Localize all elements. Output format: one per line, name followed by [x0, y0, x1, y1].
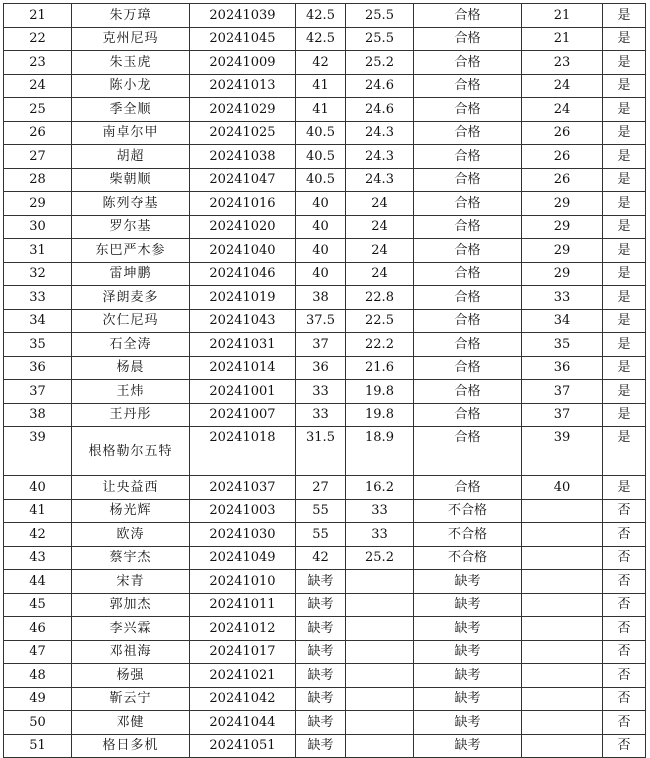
qualified-cell: 是	[603, 309, 646, 333]
score-cell: 42	[296, 546, 346, 570]
score-cell: 41	[296, 74, 346, 98]
name-cell: 石全涛	[72, 333, 190, 357]
score-cell: 40	[296, 215, 346, 239]
score-cell: 缺考	[296, 570, 346, 594]
name-cell: 宋青	[72, 570, 190, 594]
name-cell: 次仁尼玛	[72, 309, 190, 333]
table-row	[4, 309, 646, 333]
weighted-score-cell: 24	[346, 239, 414, 263]
score-cell: 55	[296, 499, 346, 523]
exam-id-cell: 20241013	[190, 74, 296, 98]
score-cell: 40.5	[296, 168, 346, 192]
row-number-cell: 41	[4, 499, 72, 523]
row-number-cell: 38	[4, 403, 72, 427]
weighted-score-cell: 33	[346, 499, 414, 523]
exam-id-cell: 20241047	[190, 168, 296, 192]
score-cell: 36	[296, 356, 346, 380]
row-number-cell: 45	[4, 593, 72, 617]
rank-cell: 37	[522, 380, 603, 404]
rank-cell: 26	[522, 145, 603, 169]
name-cell: 罗尔基	[72, 215, 190, 239]
result-cell: 合格	[414, 215, 522, 239]
table-row	[4, 286, 646, 310]
row-number-cell: 49	[4, 687, 72, 711]
name-cell: 胡超	[72, 145, 190, 169]
exam-id-cell: 20241010	[190, 570, 296, 594]
weighted-score-cell: 24.6	[346, 74, 414, 98]
qualified-cell: 否	[603, 640, 646, 664]
table-row	[4, 333, 646, 357]
qualified-cell: 是	[603, 476, 646, 500]
weighted-score-cell: 25.2	[346, 546, 414, 570]
qualified-cell: 否	[603, 664, 646, 688]
score-cell: 40.5	[296, 145, 346, 169]
rank-cell: 36	[522, 356, 603, 380]
table-row	[4, 711, 646, 735]
rank-cell	[522, 570, 603, 594]
exam-id-cell: 20241025	[190, 121, 296, 145]
row-number-cell: 33	[4, 286, 72, 310]
rank-cell: 29	[522, 192, 603, 216]
name-cell: 根格勒尔五特	[72, 427, 190, 476]
result-cell: 合格	[414, 286, 522, 310]
qualified-cell: 是	[603, 286, 646, 310]
weighted-score-cell: 24.3	[346, 121, 414, 145]
exam-id-cell: 20241018	[190, 427, 296, 476]
rank-cell	[522, 687, 603, 711]
result-cell: 不合格	[414, 546, 522, 570]
rank-cell	[522, 734, 603, 758]
rank-cell: 23	[522, 51, 603, 75]
row-number-cell: 25	[4, 98, 72, 122]
qualified-cell: 否	[603, 711, 646, 735]
table-row	[4, 380, 646, 404]
qualified-cell: 是	[603, 74, 646, 98]
exam-id-cell: 20241037	[190, 476, 296, 500]
result-cell: 合格	[414, 239, 522, 263]
rank-cell: 29	[522, 262, 603, 286]
table-row	[4, 476, 646, 500]
result-cell: 缺考	[414, 593, 522, 617]
qualified-cell: 否	[603, 499, 646, 523]
name-cell: 泽朗麦多	[72, 286, 190, 310]
table-row	[4, 192, 646, 216]
weighted-score-cell	[346, 617, 414, 641]
row-number-cell: 43	[4, 546, 72, 570]
weighted-score-cell: 19.8	[346, 403, 414, 427]
name-cell: 邓祖海	[72, 640, 190, 664]
row-number-cell: 29	[4, 192, 72, 216]
row-number-cell: 36	[4, 356, 72, 380]
row-number-cell: 46	[4, 617, 72, 641]
qualified-cell: 是	[603, 427, 646, 476]
row-number-cell: 27	[4, 145, 72, 169]
name-cell: 让央益西	[72, 476, 190, 500]
qualified-cell: 否	[603, 570, 646, 594]
exam-id-cell: 20241001	[190, 380, 296, 404]
score-cell: 40	[296, 262, 346, 286]
weighted-score-cell: 25.2	[346, 51, 414, 75]
rank-cell	[522, 499, 603, 523]
row-number-cell: 23	[4, 51, 72, 75]
row-number-cell: 44	[4, 570, 72, 594]
score-cell: 33	[296, 380, 346, 404]
weighted-score-cell: 24	[346, 215, 414, 239]
rank-cell: 24	[522, 74, 603, 98]
name-cell: 东巴严木参	[72, 239, 190, 263]
result-cell: 合格	[414, 51, 522, 75]
rank-cell: 35	[522, 333, 603, 357]
exam-id-cell: 20241003	[190, 499, 296, 523]
row-number-cell: 37	[4, 380, 72, 404]
result-cell: 合格	[414, 333, 522, 357]
table-row	[4, 546, 646, 570]
weighted-score-cell: 22.5	[346, 309, 414, 333]
result-cell: 合格	[414, 403, 522, 427]
name-cell: 克州尼玛	[72, 27, 190, 51]
weighted-score-cell: 22.2	[346, 333, 414, 357]
score-cell: 缺考	[296, 640, 346, 664]
row-number-cell: 31	[4, 239, 72, 263]
score-cell: 37	[296, 333, 346, 357]
qualified-cell: 是	[603, 27, 646, 51]
table-row	[4, 593, 646, 617]
rank-cell: 39	[522, 427, 603, 476]
rank-cell: 24	[522, 98, 603, 122]
table-row	[4, 734, 646, 758]
table-row	[4, 356, 646, 380]
score-cell: 42.5	[296, 4, 346, 28]
rank-cell	[522, 523, 603, 547]
exam-id-cell: 20241049	[190, 546, 296, 570]
table-row	[4, 640, 646, 664]
result-cell: 缺考	[414, 664, 522, 688]
result-cell: 合格	[414, 192, 522, 216]
row-number-cell: 24	[4, 74, 72, 98]
weighted-score-cell: 16.2	[346, 476, 414, 500]
score-cell: 缺考	[296, 664, 346, 688]
qualified-cell: 是	[603, 168, 646, 192]
rank-cell: 37	[522, 403, 603, 427]
result-cell: 合格	[414, 476, 522, 500]
qualified-cell: 否	[603, 546, 646, 570]
score-cell: 41	[296, 98, 346, 122]
table-row	[4, 523, 646, 547]
result-cell: 不合格	[414, 523, 522, 547]
result-cell: 合格	[414, 356, 522, 380]
name-cell: 陈小龙	[72, 74, 190, 98]
row-number-cell: 34	[4, 309, 72, 333]
name-cell: 杨强	[72, 664, 190, 688]
exam-id-cell: 20241017	[190, 640, 296, 664]
score-cell: 37.5	[296, 309, 346, 333]
qualified-cell: 否	[603, 523, 646, 547]
result-cell: 不合格	[414, 499, 522, 523]
qualified-cell: 是	[603, 403, 646, 427]
name-cell: 朱玉虎	[72, 51, 190, 75]
qualified-cell: 是	[603, 145, 646, 169]
table-row	[4, 4, 646, 28]
score-cell: 缺考	[296, 593, 346, 617]
name-cell: 蔡宇杰	[72, 546, 190, 570]
weighted-score-cell	[346, 687, 414, 711]
exam-id-cell: 20241020	[190, 215, 296, 239]
rank-cell	[522, 593, 603, 617]
name-cell: 王炜	[72, 380, 190, 404]
exam-id-cell: 20241039	[190, 4, 296, 28]
exam-id-cell: 20241011	[190, 593, 296, 617]
qualified-cell: 是	[603, 215, 646, 239]
table-row	[4, 145, 646, 169]
result-cell: 合格	[414, 427, 522, 476]
result-cell: 合格	[414, 121, 522, 145]
row-number-cell: 21	[4, 4, 72, 28]
result-cell: 合格	[414, 27, 522, 51]
rank-cell: 29	[522, 215, 603, 239]
score-cell: 27	[296, 476, 346, 500]
qualified-cell: 是	[603, 98, 646, 122]
exam-id-cell: 20241042	[190, 687, 296, 711]
table-row	[4, 617, 646, 641]
result-cell: 缺考	[414, 617, 522, 641]
rank-cell	[522, 546, 603, 570]
exam-id-cell: 20241019	[190, 286, 296, 310]
qualified-cell: 否	[603, 687, 646, 711]
result-cell: 缺考	[414, 711, 522, 735]
score-cell: 31.5	[296, 427, 346, 476]
result-cell: 合格	[414, 309, 522, 333]
exam-id-cell: 20241040	[190, 239, 296, 263]
weighted-score-cell: 18.9	[346, 427, 414, 476]
weighted-score-cell: 25.5	[346, 27, 414, 51]
rank-cell: 21	[522, 27, 603, 51]
table-row	[4, 121, 646, 145]
rank-cell	[522, 617, 603, 641]
weighted-score-cell: 33	[346, 523, 414, 547]
score-cell: 40	[296, 239, 346, 263]
row-number-cell: 50	[4, 711, 72, 735]
score-cell: 40	[296, 192, 346, 216]
exam-id-cell: 20241007	[190, 403, 296, 427]
result-cell: 合格	[414, 145, 522, 169]
exam-id-cell: 20241012	[190, 617, 296, 641]
name-cell: 南卓尔甲	[72, 121, 190, 145]
score-cell: 42	[296, 51, 346, 75]
rank-cell: 33	[522, 286, 603, 310]
qualified-cell: 是	[603, 192, 646, 216]
table-row	[4, 27, 646, 51]
name-cell: 朱万璋	[72, 4, 190, 28]
rank-cell	[522, 664, 603, 688]
qualified-cell: 否	[603, 617, 646, 641]
weighted-score-cell: 24.6	[346, 98, 414, 122]
rank-cell	[522, 711, 603, 735]
qualified-cell: 是	[603, 4, 646, 28]
weighted-score-cell: 22.8	[346, 286, 414, 310]
name-cell: 杨晨	[72, 356, 190, 380]
name-cell: 邓健	[72, 711, 190, 735]
table-row	[4, 403, 646, 427]
score-cell: 55	[296, 523, 346, 547]
result-cell: 缺考	[414, 687, 522, 711]
weighted-score-cell	[346, 734, 414, 758]
result-cell: 合格	[414, 98, 522, 122]
row-number-cell: 40	[4, 476, 72, 500]
exam-id-cell: 20241051	[190, 734, 296, 758]
exam-results-table	[3, 3, 646, 758]
weighted-score-cell: 24	[346, 262, 414, 286]
weighted-score-cell: 24	[346, 192, 414, 216]
weighted-score-cell	[346, 593, 414, 617]
exam-id-cell: 20241021	[190, 664, 296, 688]
table-row	[4, 51, 646, 75]
exam-id-cell: 20241045	[190, 27, 296, 51]
rank-cell: 26	[522, 168, 603, 192]
result-cell: 缺考	[414, 570, 522, 594]
score-cell: 缺考	[296, 734, 346, 758]
exam-id-cell: 20241016	[190, 192, 296, 216]
score-cell: 缺考	[296, 617, 346, 641]
row-number-cell: 48	[4, 664, 72, 688]
exam-id-cell: 20241014	[190, 356, 296, 380]
result-cell: 合格	[414, 74, 522, 98]
rank-cell: 34	[522, 309, 603, 333]
score-cell: 缺考	[296, 711, 346, 735]
table-row	[4, 687, 646, 711]
name-cell: 柴朝顺	[72, 168, 190, 192]
row-number-cell: 30	[4, 215, 72, 239]
qualified-cell: 是	[603, 262, 646, 286]
result-cell: 合格	[414, 380, 522, 404]
score-cell: 42.5	[296, 27, 346, 51]
results-table-wrapper	[3, 3, 646, 758]
qualified-cell: 是	[603, 333, 646, 357]
exam-id-cell: 20241009	[190, 51, 296, 75]
table-row	[4, 499, 646, 523]
qualified-cell: 是	[603, 121, 646, 145]
name-cell: 格日多机	[72, 734, 190, 758]
row-number-cell: 28	[4, 168, 72, 192]
weighted-score-cell: 24.3	[346, 168, 414, 192]
rank-cell	[522, 640, 603, 664]
rank-cell: 21	[522, 4, 603, 28]
exam-id-cell: 20241043	[190, 309, 296, 333]
weighted-score-cell	[346, 640, 414, 664]
row-number-cell: 39	[4, 427, 72, 476]
name-cell: 欧涛	[72, 523, 190, 547]
weighted-score-cell: 21.6	[346, 356, 414, 380]
weighted-score-cell: 19.8	[346, 380, 414, 404]
table-row	[4, 664, 646, 688]
result-cell: 合格	[414, 4, 522, 28]
table-body	[4, 4, 646, 758]
score-cell: 40.5	[296, 121, 346, 145]
rank-cell: 40	[522, 476, 603, 500]
row-number-cell: 42	[4, 523, 72, 547]
rank-cell: 29	[522, 239, 603, 263]
weighted-score-cell: 24.3	[346, 145, 414, 169]
score-cell: 33	[296, 403, 346, 427]
result-cell: 缺考	[414, 734, 522, 758]
result-cell: 合格	[414, 168, 522, 192]
score-cell: 缺考	[296, 687, 346, 711]
name-cell: 季全顺	[72, 98, 190, 122]
qualified-cell: 是	[603, 356, 646, 380]
table-row	[4, 168, 646, 192]
name-cell: 杨光辉	[72, 499, 190, 523]
name-cell: 郭加杰	[72, 593, 190, 617]
result-cell: 缺考	[414, 640, 522, 664]
exam-id-cell: 20241029	[190, 98, 296, 122]
weighted-score-cell	[346, 711, 414, 735]
qualified-cell: 否	[603, 593, 646, 617]
table-row	[4, 74, 646, 98]
rank-cell: 26	[522, 121, 603, 145]
table-row	[4, 570, 646, 594]
table-row	[4, 98, 646, 122]
row-number-cell: 47	[4, 640, 72, 664]
exam-id-cell: 20241046	[190, 262, 296, 286]
name-cell: 靳云宁	[72, 687, 190, 711]
exam-id-cell: 20241044	[190, 711, 296, 735]
row-number-cell: 22	[4, 27, 72, 51]
exam-id-cell: 20241038	[190, 145, 296, 169]
row-number-cell: 32	[4, 262, 72, 286]
row-number-cell: 51	[4, 734, 72, 758]
name-cell: 王丹彤	[72, 403, 190, 427]
result-cell: 合格	[414, 262, 522, 286]
name-cell: 李兴霖	[72, 617, 190, 641]
weighted-score-cell: 25.5	[346, 4, 414, 28]
qualified-cell: 是	[603, 51, 646, 75]
name-cell: 雷坤鹏	[72, 262, 190, 286]
qualified-cell: 否	[603, 734, 646, 758]
table-row	[4, 427, 646, 476]
qualified-cell: 是	[603, 380, 646, 404]
weighted-score-cell	[346, 664, 414, 688]
qualified-cell: 是	[603, 239, 646, 263]
table-row	[4, 239, 646, 263]
name-cell: 陈列夺基	[72, 192, 190, 216]
table-row	[4, 262, 646, 286]
weighted-score-cell	[346, 570, 414, 594]
exam-id-cell: 20241031	[190, 333, 296, 357]
row-number-cell: 26	[4, 121, 72, 145]
table-row	[4, 215, 646, 239]
exam-id-cell: 20241030	[190, 523, 296, 547]
score-cell: 38	[296, 286, 346, 310]
row-number-cell: 35	[4, 333, 72, 357]
